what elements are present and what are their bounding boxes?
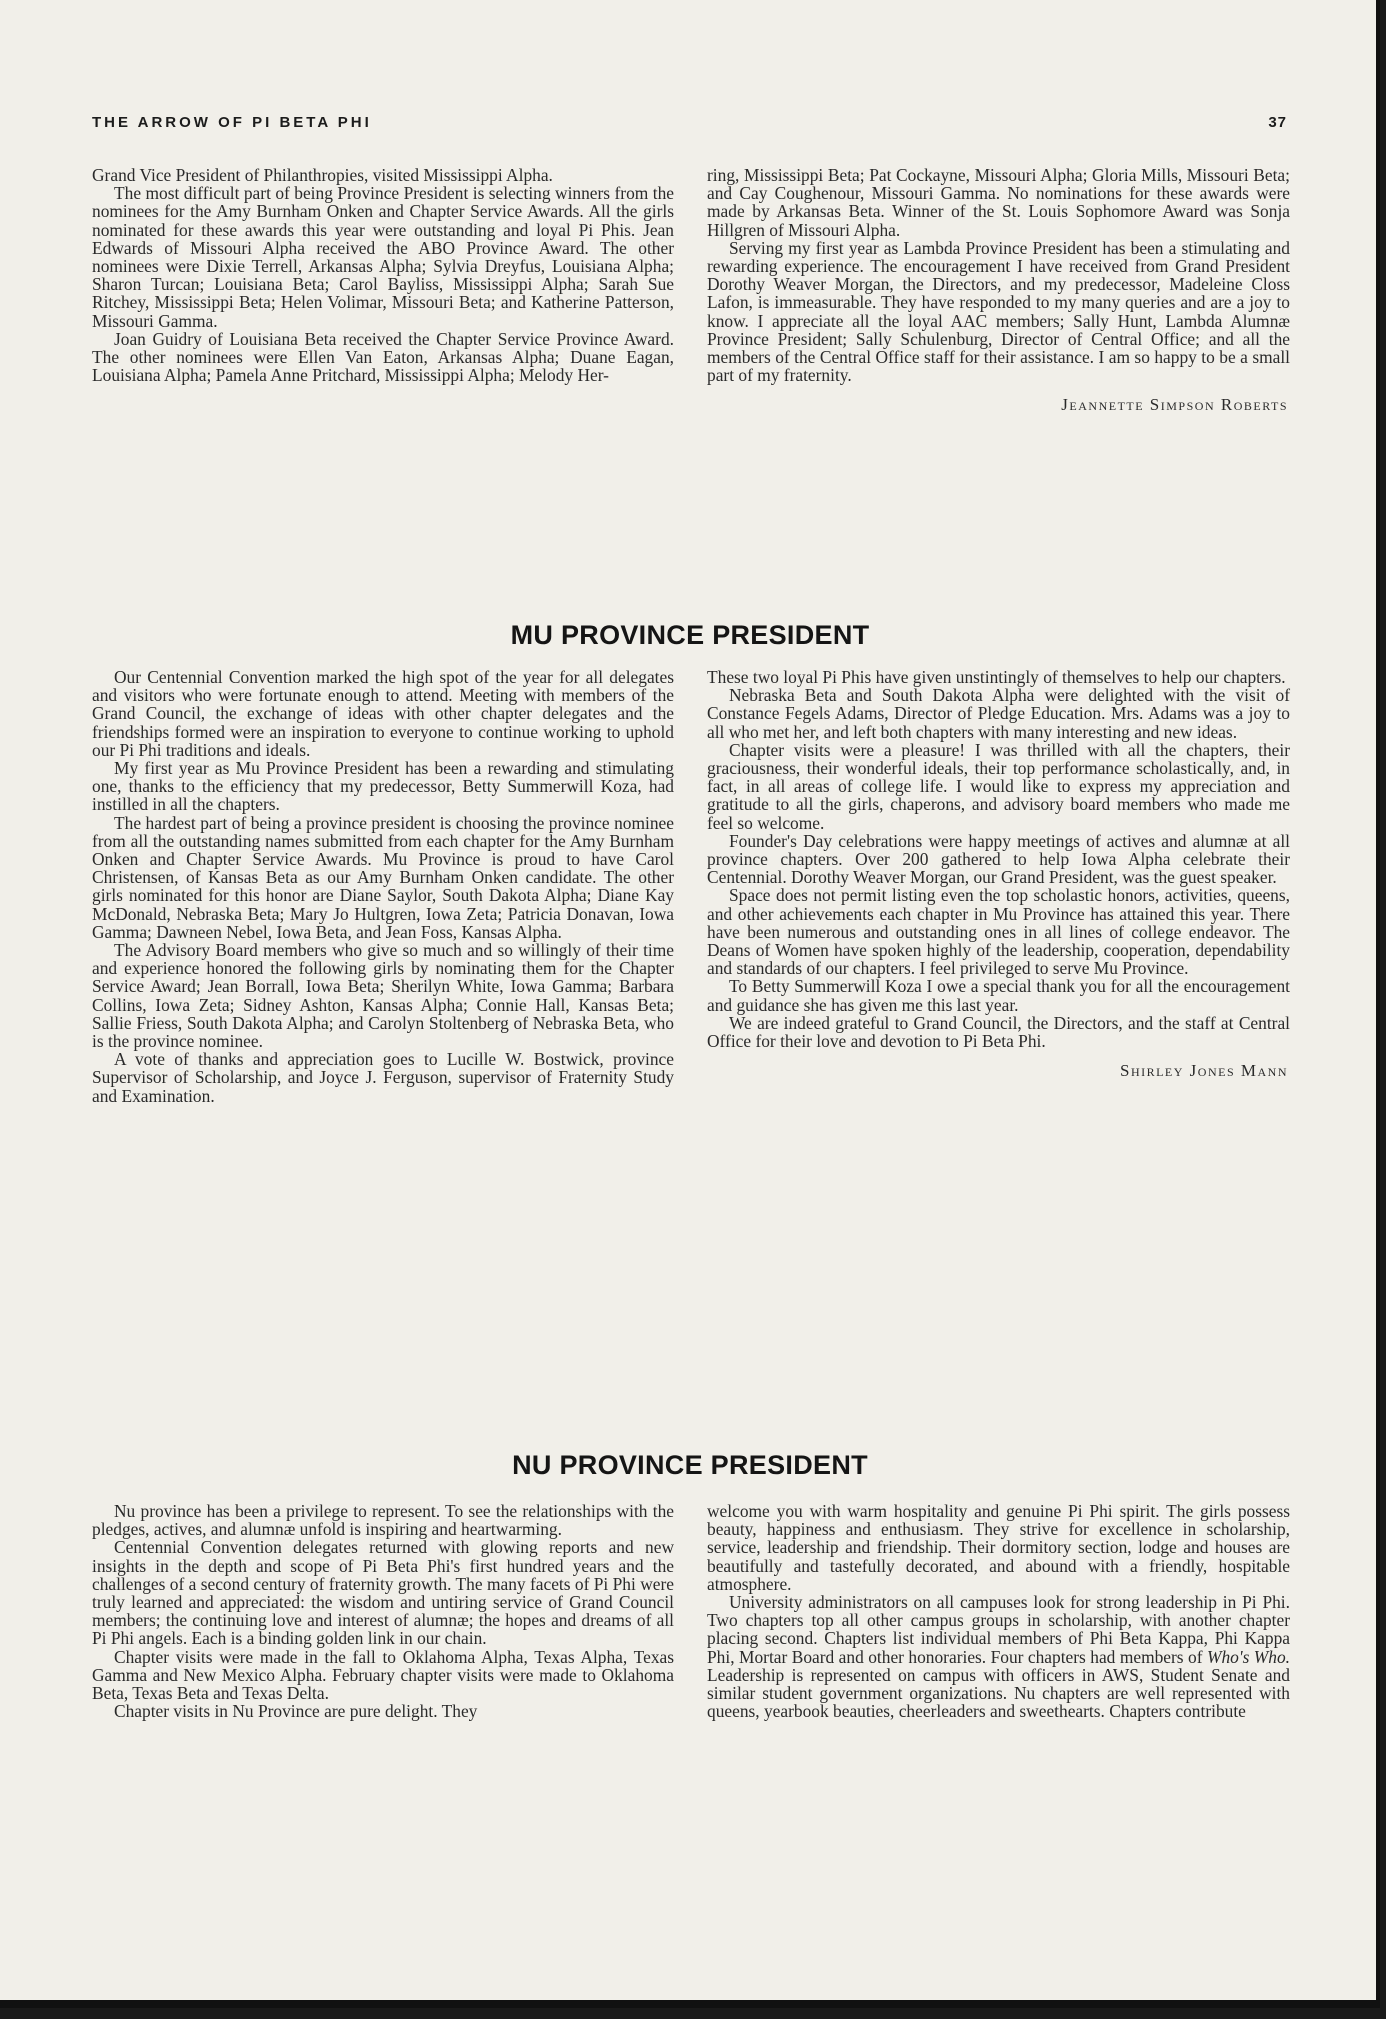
signature: Shirley Jones Mann: [1119, 1061, 1288, 1081]
paragraph: [707, 1593, 1290, 1720]
text-run: Leadership is represented on campus with officers in AWS, Student Senate and similar student government organizations. Nu chapters are well represented with queens, yearbook beauties, cheerleaders and sweethearts. Chapters contribute: [707, 1664, 1290, 1722]
paragraph: Grand Vice President of Philanthropies, visited Mississippi Alpha.: [92, 165, 553, 185]
paragraph: Chapter visits were made in the fall to Oklahoma Alpha, Texas Alpha, Texas Gamma and New Mexico Alpha. February chapter visits were made to Oklahoma Beta, Texas Beta and Texas Delta.: [92, 1646, 674, 1704]
paragraph: ring, Mississippi Beta; Pat Cockayne, Missouri Alpha; Gloria Mills, Missouri Beta; and Cay Coughenour, Missouri Gamma. No nominations for these awards were made by Arkansas Beta. Winner of the St. Louis Sophomore Award was Sonja Hillgren of Missouri Alpha.: [707, 165, 1290, 240]
paragraph: Chapter visits were a pleasure! I was thrilled with all the chapters, their graciousness, their wonderful ideals, their top performance scholastically, and, in fact, in all areas of college life. I would like to express my appreciation and gratitude to all the girls, chaperons, and advisory board members who made me feel so welcome.: [707, 739, 1290, 833]
paragraph: The Advisory Board members who give so much and so willingly of their time and experience honored the following girls by nominating them for the Chapter Service Award; Jean Borrall, Iowa Beta; Sherilyn White, Iowa Gamma; Barbara Collins, Iowa Zeta; Sidney Ashton, Kansas Alpha; Connie Hall, Kansas Beta; Sallie Friess, South Dakota Alpha; and Carolyn Stoltenberg of Nebraska Beta, who is the province nominee.: [92, 940, 674, 1052]
paragraph: Joan Guidry of Louisiana Beta received the Chapter Service Province Award. The other nominees were Ellen Van Eaton, Arkansas Alpha; Duane Eagan, Louisiana Alpha; Pamela Anne Pritchard, Mississippi Alpha; Melody Her-: [92, 328, 674, 386]
lambda-left-column: [92, 166, 674, 384]
paragraph: Our Centennial Convention marked the high spot of the year for all delegates and visitors who were fortunate enough to attend. Meeting with members of the Grand Council, the exchange of ideas with other chapter delegates and the friendships formed were an inspiration to everyone to continue working to uphold our Pi Phi traditions and ideals.: [92, 667, 674, 760]
text-run: University administrators on all campuses look for strong leadership in Pi Phi. Two chapters top all other campus groups in scholarship, with another chapter placing second. Chapters list individual members of Phi Beta Kappa, Phi Kappa Phi, Mortar Board and other honoraries. Four chapters had members of: [707, 1592, 1290, 1667]
paragraph: These two loyal Pi Phis have given unstintingly of themselves to help our chapters.: [707, 667, 1286, 687]
whos-who-title: Who's Who.: [1206, 1646, 1291, 1667]
lambda-right-column: [707, 166, 1290, 415]
publication-title: THE ARROW OF PI BETA PHI: [92, 114, 372, 131]
paragraph: Centennial Convention delegates returned with glowing reports and new insights in the depth and scope of Pi Beta Phi's first hundred years and the challenges of a second century of fraternity growth. The many facets of Pi Phi were truly learned and appreciated: the wisdom and untiring service of Grand Council members; the continuing love and interest of alumnæ; the hopes and dreams of all Pi Phi angels. Each is a binding golden link in our chain.: [92, 1537, 674, 1649]
paragraph: My first year as Mu Province President has been a rewarding and stimulating one, thanks to the efficiency that my predecessor, Betty Summerwill Koza, had instilled in all the chapters.: [92, 758, 674, 815]
paragraph: Serving my first year as Lambda Province President has been a stimulating and rewarding experience. The encouragement I have received from Grand President Dorothy Weaver Morgan, the Directors, and my predecessor, Madeleine Closs Lafon, is immeasurable. They have responded to my many queries and are a joy to know. I appreciate all the loyal AAC members; Sally Hunt, Lambda Alumnæ Province President; Sally Schulenburg, Director of Central Office; and all the members of the Central Office staff for their assistance. I am so happy to be a small part of my fraternity.: [707, 237, 1290, 386]
paragraph: Nebraska Beta and South Dakota Alpha were delighted with the visit of Constance Fegels Adams, Director of Pledge Education. Mrs. Adams was a joy to all who met her, and left both chapters with many interesting and new ideas.: [707, 685, 1290, 742]
paragraph: The most difficult part of being Province President is selecting winners from the nominees for the Amy Burnham Onken and Chapter Service Awards. All the girls nominated for these awards this year were outstanding and loyal Pi Phis. Jean Edwards of Missouri Alpha received the ABO Province Award. The other nominees were Dixie Terrell, Arkansas Alpha; Sylvia Dreyfus, Louisiana Alpha; Sharon Turcan; Louisiana Beta; Carol Bayliss, Mississippi Alpha; Sarah Sue Ritchey, Mississippi Beta; Helen Volimar, Missouri Beta; and Katherine Patterson, Missouri Gamma.: [92, 183, 674, 331]
paragraph: To Betty Summerwill Koza I owe a special thank you for all the encouragement and guidance she has given me this last year.: [707, 976, 1290, 1015]
paragraph: A vote of thanks and appreciation goes to Lucille W. Bostwick, province Supervisor of Scholarship, and Joyce J. Ferguson, supervisor of Fraternity Study and Examination.: [92, 1049, 674, 1106]
paragraph: Nu province has been a privilege to represent. To see the relationships with the pledges, actives, and alumnæ unfold is inspiring and heartwarming.: [92, 1501, 674, 1540]
section-title-mu: MU PROVINCE PRESIDENT: [510, 620, 870, 650]
signature: Jeannette Simpson Roberts: [1061, 395, 1288, 415]
running-head: [92, 114, 1287, 131]
section-title-nu: NU PROVINCE PRESIDENT: [512, 1450, 868, 1480]
page-number: 37: [1268, 114, 1287, 131]
nu-left-column: [92, 1502, 674, 1720]
mu-right-column: [707, 668, 1290, 1080]
nu-right-column: [707, 1502, 1290, 1720]
paragraph: welcome you with warm hospitality and genuine Pi Phi spirit. The girls possess beauty, happiness and enthusiasm. They strive for excellence in scholarship, service, leadership and friendship. Their dormitory section, lodge and houses are beautifully and tastefully decorated, and abound with a friendly, hospitable atmosphere.: [707, 1501, 1290, 1594]
paragraph: Space does not permit listing even the top scholastic honors, activities, queens, and other achievements each chapter in Mu Province has attained this year. There have been numerous and outstanding ones in all lines of college endeavor. The Deans of Women have spoken highly of the leadership, cooperation, dependability and standards of our chapters. I feel privileged to serve Mu Province.: [707, 885, 1290, 979]
paragraph: Chapter visits in Nu Province are pure delight. They: [114, 1701, 478, 1722]
mu-left-column: [92, 668, 674, 1105]
paragraph: Founder's Day celebrations were happy meetings of actives and alumnæ at all province chapters. Over 200 gathered to help Iowa Alpha celebrate their Centennial. Dorothy Weaver Morgan, our Grand President, was the guest speaker.: [707, 830, 1290, 888]
paragraph: We are indeed grateful to Grand Council, the Directors, and the staff at Central Office for their love and devotion to Pi Beta Phi.: [707, 1012, 1290, 1052]
paragraph: The hardest part of being a province president is choosing the province nominee from all the outstanding names submitted from each chapter for the Amy Burnham Onken and Chapter Service Awards. Mu Province is proud to have Carol Christensen, of Kansas Beta as our Amy Burnham Onken candidate. The other girls nominated for this honor are Diane Saylor, South Dakota Alpha; Diane Kay McDonald, Nebraska Beta; Mary Jo Hultgren, Iowa Zeta; Patricia Donavan, Iowa Gamma; Dawneen Nebel, Iowa Beta, and Jean Foss, Kansas Alpha.: [92, 812, 674, 942]
